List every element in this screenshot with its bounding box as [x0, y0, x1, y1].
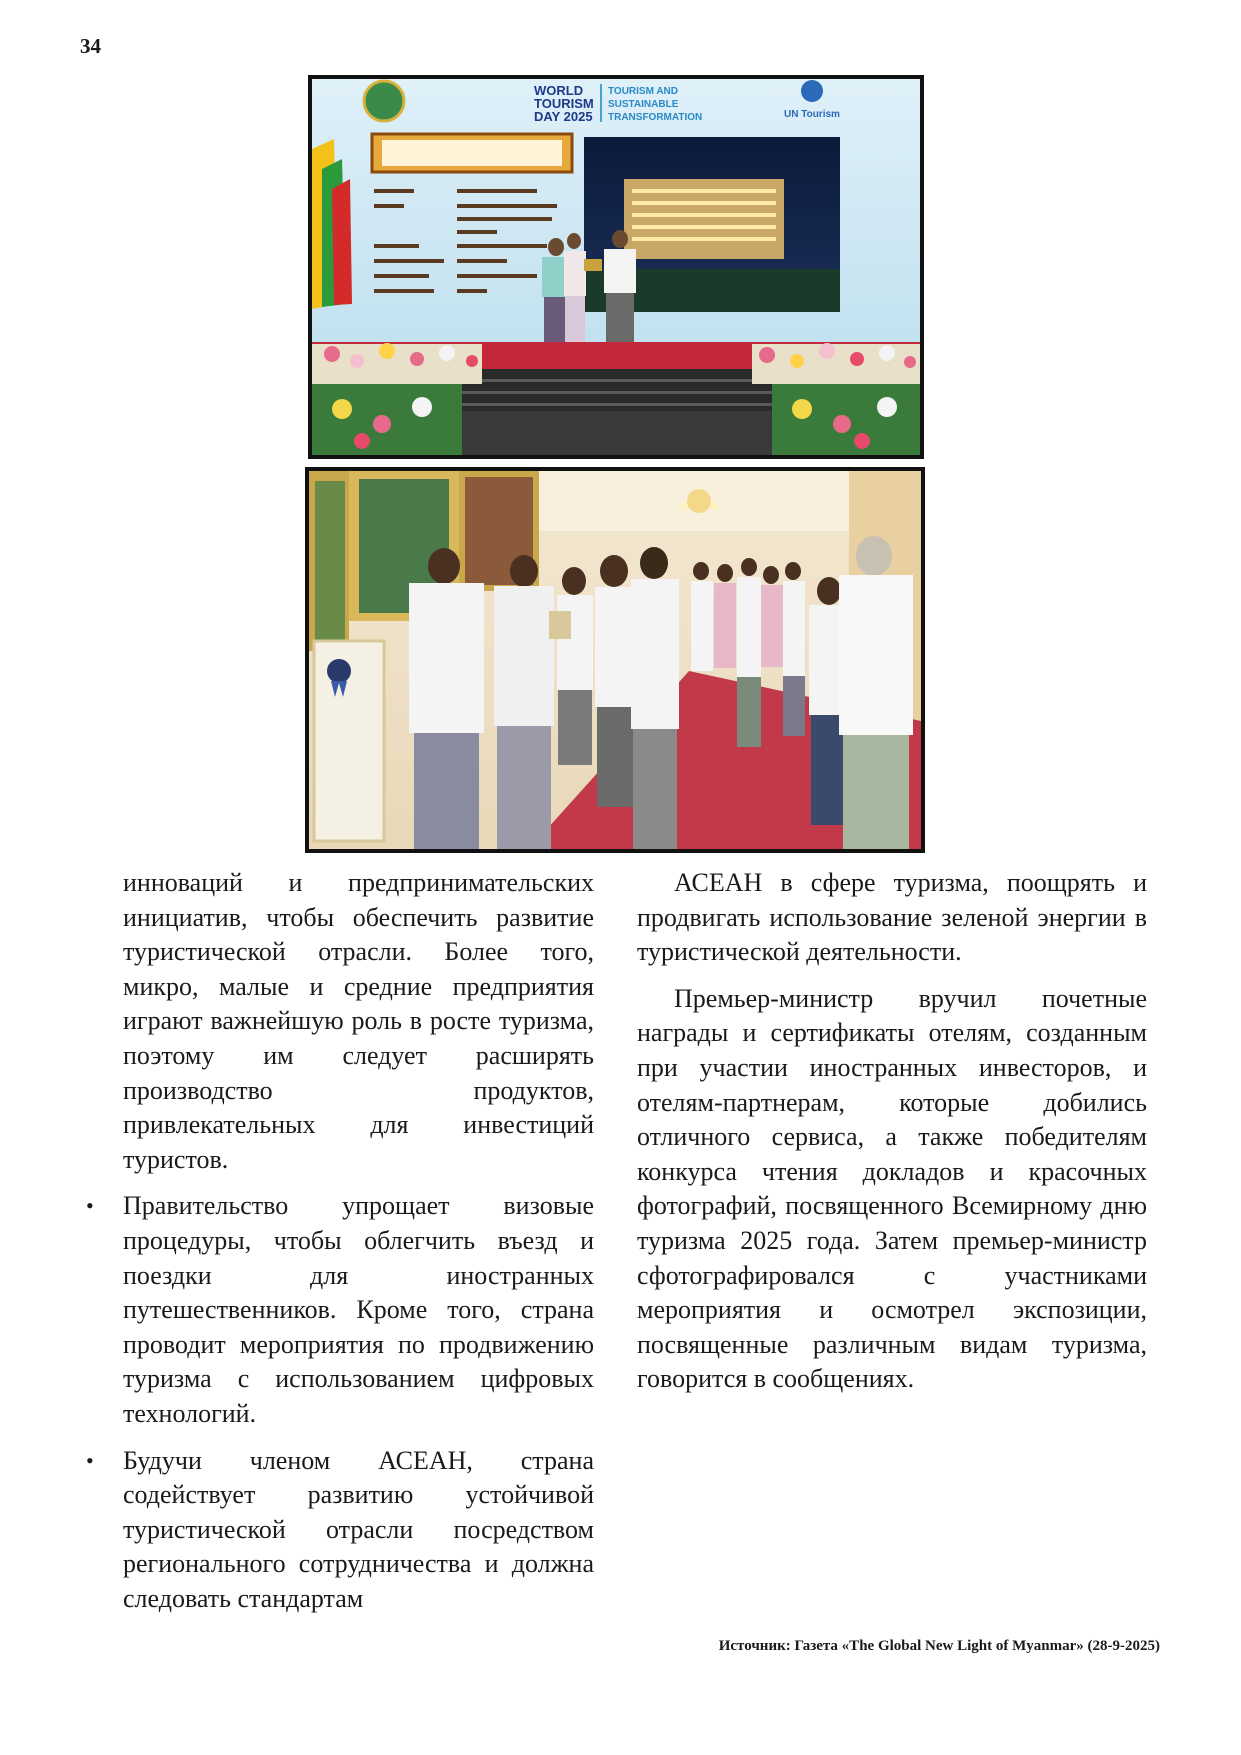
bullet-icon: • — [86, 1447, 94, 1473]
svg-text:UN Tourism: UN Tourism — [784, 109, 840, 120]
source-citation: Источник: Газета «The Global New Light of Myanmar» (28-9-2025) — [718, 1638, 1160, 1654]
left-paragraph-continued: инноваций и предпринимательских инициатив, чтобы обеспечить развитие туристической отрасли. Более того, микро, малые и средние предприятия играют важнейшую роль в росте туризма, поэтому им следует расширять производство продуктов, привлекательных для инвестиций туристов. — [123, 868, 594, 1174]
bullet-text: Будучи членом АСЕАН, страна содействует развитию устойчивой туристической отрасли посредством регионального сотрудничества и должна следовать стандартам — [123, 1445, 594, 1613]
bullet-icon: • — [86, 1193, 94, 1219]
right-column — [637, 866, 1147, 1397]
award-ceremony-photo — [308, 75, 924, 459]
bullet-text: Правительство упрощает визовые процедуры, чтобы облегчить въезд и поездки для иностранных путешественников. Кроме того, страна проводит мероприятия по продвижению туризма с использованием цифровых технологий. — [123, 1191, 594, 1428]
bullet-item-visa — [86, 1189, 594, 1431]
right-paragraph-continued: АСЕАН в сфере туризма, поощрять и продвигать использование зеленой энергии в туристической деятельности. — [637, 868, 1147, 967]
svg-text:TRANSFORMATION: TRANSFORMATION — [608, 112, 703, 123]
award-ceremony-image — [312, 79, 920, 455]
bullet-item-asean — [86, 1444, 594, 1617]
svg-text:TOURISM: TOURISM — [534, 96, 594, 111]
left-column — [86, 866, 594, 1616]
exhibition-visit-image — [309, 471, 921, 849]
svg-text:DAY 2025: DAY 2025 — [534, 109, 593, 124]
svg-text:WORLD: WORLD — [534, 83, 584, 98]
exhibition-visit-photo — [305, 467, 925, 853]
right-paragraph-awards: Премьер-министр вручил почетные награды и сертификаты отелям, созданным при участии иностранных инвесторов, и отелям-партнерам, которые добились отличного сервиса, а также победителям конкурса чтения докладов и красочных фотографий, посвященного Всемирному дню туризма 2025 года. Затем премьер-министр сфотографировался с участниками мероприятия и осмотрел экспозиции, посвященные различным видам туризма, говорится в сообщениях. — [637, 983, 1147, 1394]
svg-text:TOURISM AND: TOURISM AND — [608, 86, 678, 97]
svg-text:SUSTAINABLE: SUSTAINABLE — [608, 99, 679, 110]
ministry-logo — [364, 81, 404, 121]
page-number: 34 — [80, 34, 101, 58]
